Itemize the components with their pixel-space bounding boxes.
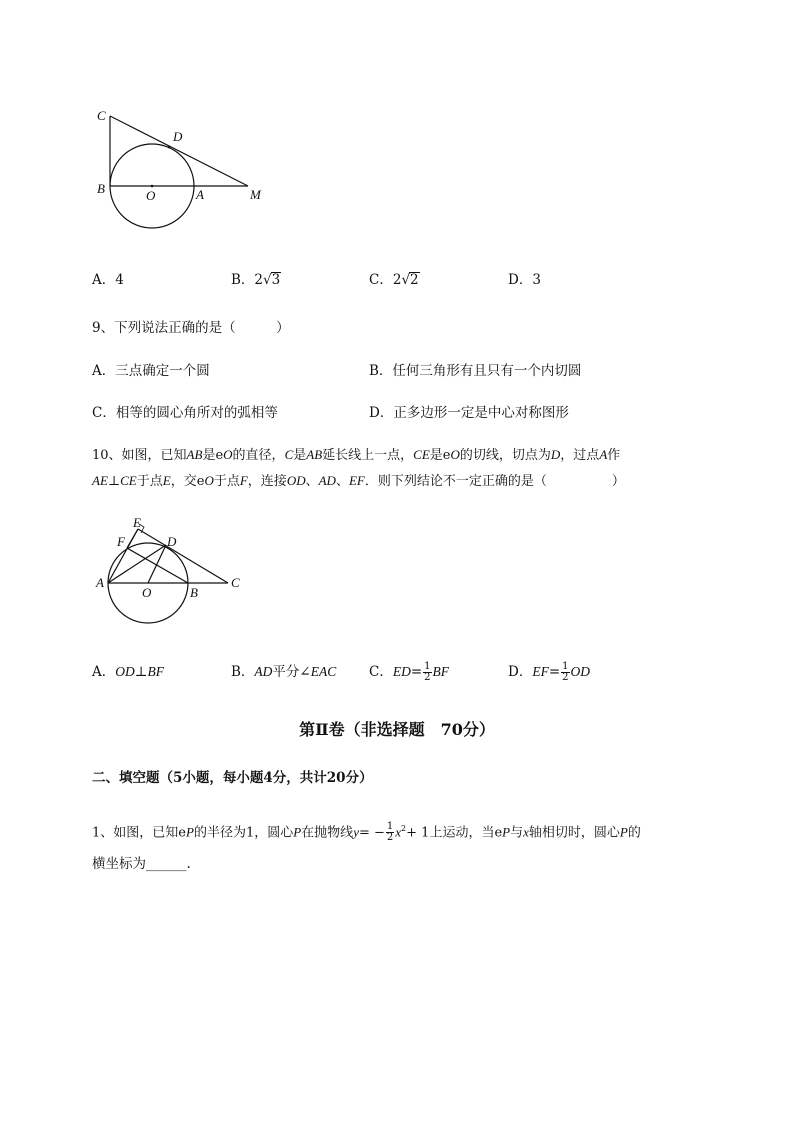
q8-option-b: B．2√3 [231, 272, 281, 288]
q10-option-d: D．EF= $\frac{1}{2}$ OD [508, 661, 591, 683]
q9-option-a: A．三点确定一个圆 [92, 363, 210, 379]
label-d-2: D [167, 534, 177, 549]
q10-stem-line2: AE⊥CE于点E，交eO于点F，连接OD、AD、EF．则下列结论不一定正确的是（ ） [92, 473, 625, 489]
q8-option-a: A．4 [92, 272, 124, 288]
label-b-2: B [190, 585, 198, 600]
q9-stem: 9、下列说法正确的是（ ） [92, 320, 290, 336]
q9-option-c: C．相等的圆心角所对的弧相等 [92, 405, 278, 421]
label-c: C [97, 108, 106, 123]
label-d: D [173, 129, 183, 144]
label-a: A [196, 187, 204, 202]
label-o-2: O [142, 585, 152, 600]
fill-q1-line2: 横坐标为______. [92, 856, 191, 872]
q8-option-d: D．3 [508, 272, 541, 288]
label-e-2: E [133, 515, 141, 530]
label-m: M [250, 187, 261, 202]
label-a-2: A [96, 575, 104, 590]
part-2-heading: 二、填空题（5小题，每小题4分，共计20分） [92, 770, 373, 786]
label-c-2: C [231, 575, 240, 590]
q10-option-c: C．ED= $\frac{1}{2}$ BF [369, 661, 450, 683]
fill-q1-line1: 1、如图，已知eP的半径为1，圆心P在抛物线y= − $\frac{1}{2}$ $x^2+ 1$上运动，当eP与x轴相切时，圆心P的 [92, 821, 641, 844]
q10-stem-line1: 10、如图，已知AB是eO的直径，C是AB延长线上一点，CE是eO的切线，切点为D，过点A作 [92, 447, 621, 463]
label-b: B [97, 181, 105, 196]
label-o: O [146, 188, 156, 203]
q10-option-b: B．AD平分∠EAC [231, 664, 337, 680]
q8-option-c: C．2√2 [369, 272, 419, 288]
q9-option-b: B．任何三角形有且只有一个内切圆 [369, 363, 582, 379]
label-f-2: F [117, 534, 125, 549]
section-2-title: 第Ⅱ卷（非选择题 70分） [299, 720, 495, 739]
q10-option-a: A．OD⊥BF [92, 664, 164, 680]
q9-option-d: D．正多边形一定是中心对称图形 [369, 405, 569, 421]
